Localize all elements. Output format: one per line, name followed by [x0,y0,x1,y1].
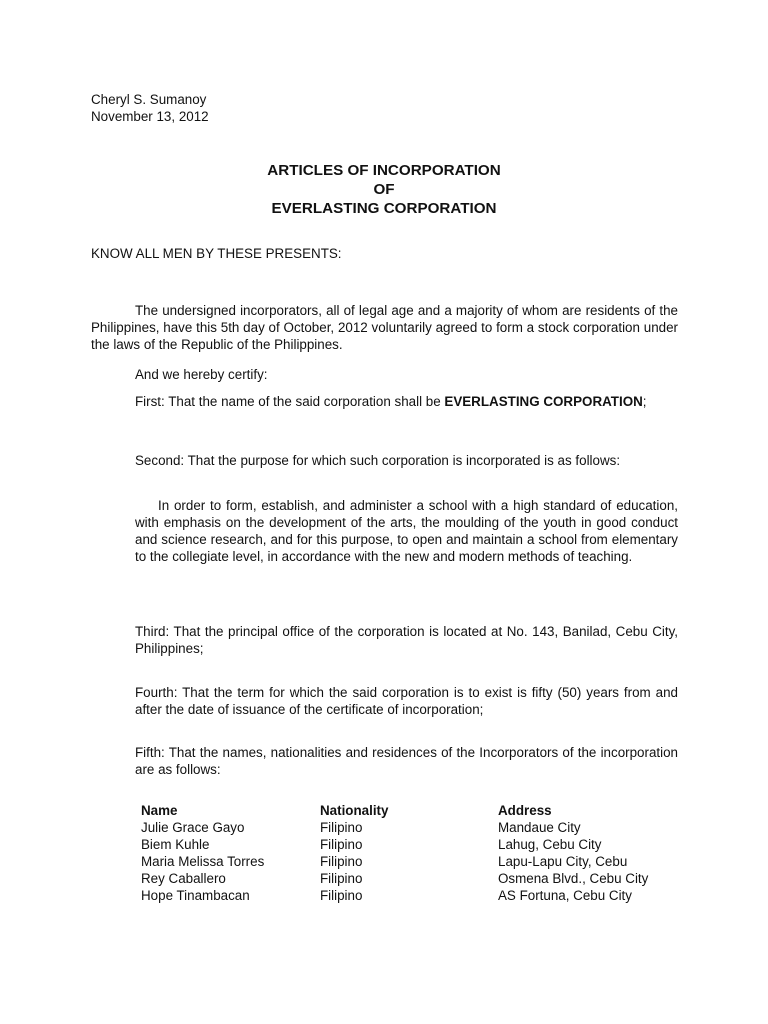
document-date: November 13, 2012 [91,109,209,124]
table-row [141,836,664,853]
incorporator-address: Osmena Blvd., Cebu City [498,871,649,886]
incorporator-address: Lahug, Cebu City [498,837,602,852]
article-fifth: Fifth: That the names, nationalities and residences of the Incorporators of the incorporation are as follows: [135,745,678,777]
salutation: KNOW ALL MEN BY THESE PRESENTS: [91,246,342,261]
article-fourth: Fourth: That the term for which the said corporation is to exist is fifty (50) years from and after the date of issuance of the certificate of incorporation; [135,685,678,717]
title-line-3: EVERLASTING CORPORATION [271,200,497,217]
table-row [141,870,664,887]
article-first [135,393,678,410]
incorporator-name: Biem Kuhle [141,837,210,852]
header-nationality: Nationality [320,803,389,818]
title-line-1: ARTICLES OF INCORPORATION [267,162,501,179]
incorporators-table [141,802,664,904]
table-row [141,819,664,836]
intro-paragraph: The undersigned incorporators, all of legal age and a majority of whom are residents of the Philippines, have this 5th day of October, 2012 voluntarily agreed to form a stock corporation under the laws of the Republic of the Philippines. [91,303,678,352]
incorporator-address: AS Fortuna, Cebu City [498,888,632,903]
incorporator-address: Lapu-Lapu City, Cebu [498,854,628,869]
article-second: Second: That the purpose for which such corporation is incorporated is as follows: [135,453,621,468]
article-first-text: First: That the name of the said corporation shall be [135,394,445,409]
title-line-2: OF [373,181,395,198]
incorporator-name: Hope Tinambacan [141,888,250,903]
incorporator-nationality: Filipino [320,854,363,869]
incorporator-nationality: Filipino [320,871,363,886]
corporation-name: EVERLASTING CORPORATION [444,394,643,409]
author-name: Cheryl S. Sumanoy [91,92,207,107]
certify-statement: And we hereby certify: [135,367,268,382]
incorporator-nationality: Filipino [320,837,363,852]
table-row [141,853,664,870]
incorporator-nationality: Filipino [320,820,363,835]
incorporator-address: Mandaue City [498,820,581,835]
header-address: Address [498,803,552,818]
purpose-paragraph: In order to form, establish, and administer a school with a high standard of education, with emphasis on the development of the arts, the moulding of the youth in good conduct and science research, and for this purpose, to open and maintain a school from elementary to the collegiate level, in accordance with the new and modern methods of teaching. [135,498,678,564]
incorporator-name: Rey Caballero [141,871,226,886]
article-first-suffix: ; [642,394,647,409]
incorporator-name: Julie Grace Gayo [141,820,245,835]
incorporator-name: Maria Melissa Torres [141,854,265,869]
header-name: Name [141,803,178,818]
article-third: Third: That the principal office of the corporation is located at No. 143, Banilad, Cebu City, Philippines; [135,624,678,656]
table-header-row [141,802,664,819]
table-row [141,887,664,904]
incorporator-nationality: Filipino [320,888,363,903]
